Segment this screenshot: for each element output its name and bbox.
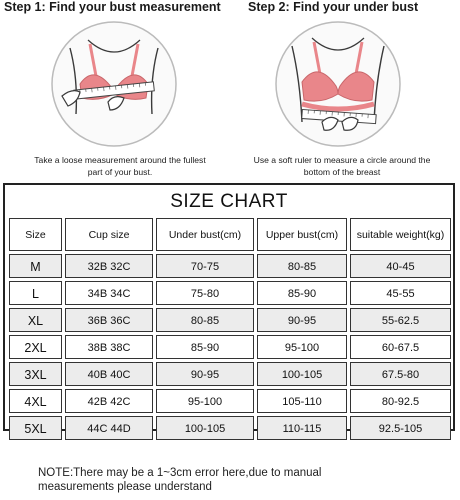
table-cell: 85-90 — [156, 335, 254, 359]
step1-desc-line2: part of your bust. — [87, 167, 153, 177]
table-cell: 70-75 — [156, 254, 254, 278]
table-cell: 40B 40C — [65, 362, 153, 386]
bust-measurement-illustration — [48, 18, 180, 150]
size-label-cell: XL — [9, 308, 62, 332]
table-cell: 55-62.5 — [350, 308, 451, 332]
table-cell: 85-90 — [257, 281, 347, 305]
table-cell: 80-85 — [257, 254, 347, 278]
size-chart-title: SIZE CHART — [170, 191, 288, 212]
table-cell: 44C 44D — [65, 416, 153, 440]
size-chart — [3, 183, 455, 436]
table-cell: 67.5-80 — [350, 362, 451, 386]
size-label-cell: 5XL — [9, 416, 62, 440]
size-label-cell: 3XL — [9, 362, 62, 386]
size-label-cell: L — [9, 281, 62, 305]
size-chart-table — [9, 218, 451, 440]
table-cell: 100-105 — [257, 362, 347, 386]
table-cell: 95-100 — [257, 335, 347, 359]
size-label-cell: 4XL — [9, 389, 62, 413]
step2-desc-line1: Use a soft ruler to measure a circle around the — [253, 155, 431, 165]
step1-title: Step 1: Find your bust measurement — [4, 0, 221, 14]
size-label-cell: 2XL — [9, 335, 62, 359]
step2-description — [224, 154, 460, 178]
header-cup-size: Cup size — [65, 218, 153, 251]
header-under-bust: Under bust(cm) — [156, 218, 254, 251]
table-cell: 36B 36C — [65, 308, 153, 332]
header-suitable-weight: suitable weight(kg) — [350, 218, 451, 251]
header-size: Size — [9, 218, 62, 251]
table-cell: 40-45 — [350, 254, 451, 278]
table-cell: 80-85 — [156, 308, 254, 332]
step2-desc-line2: bottom of the breast — [303, 167, 381, 177]
step1-desc-line1: Take a loose measurement around the fullest — [34, 155, 206, 165]
size-label-cell: M — [9, 254, 62, 278]
note-line2: measurements please understand — [38, 481, 212, 493]
table-cell: 105-110 — [257, 389, 347, 413]
note-line1: NOTE:There may be a 1~3cm error here,due to manual — [38, 467, 322, 479]
measurement-note — [38, 466, 458, 494]
table-cell: 34B 34C — [65, 281, 153, 305]
table-cell: 80-92.5 — [350, 389, 451, 413]
table-cell: 75-80 — [156, 281, 254, 305]
step2-title: Step 2: Find your under bust — [248, 0, 419, 14]
underbust-measurement-illustration — [272, 18, 404, 150]
table-cell: 110-115 — [257, 416, 347, 440]
table-cell: 90-95 — [156, 362, 254, 386]
table-cell: 38B 38C — [65, 335, 153, 359]
table-cell: 92.5-105 — [350, 416, 451, 440]
table-cell: 32B 32C — [65, 254, 153, 278]
table-cell: 100-105 — [156, 416, 254, 440]
table-cell: 90-95 — [257, 308, 347, 332]
table-cell: 95-100 — [156, 389, 254, 413]
header-upper-bust: Upper bust(cm) — [257, 218, 347, 251]
step1-description — [10, 154, 230, 178]
table-cell: 42B 42C — [65, 389, 153, 413]
table-cell: 45-55 — [350, 281, 451, 305]
table-cell: 60-67.5 — [350, 335, 451, 359]
